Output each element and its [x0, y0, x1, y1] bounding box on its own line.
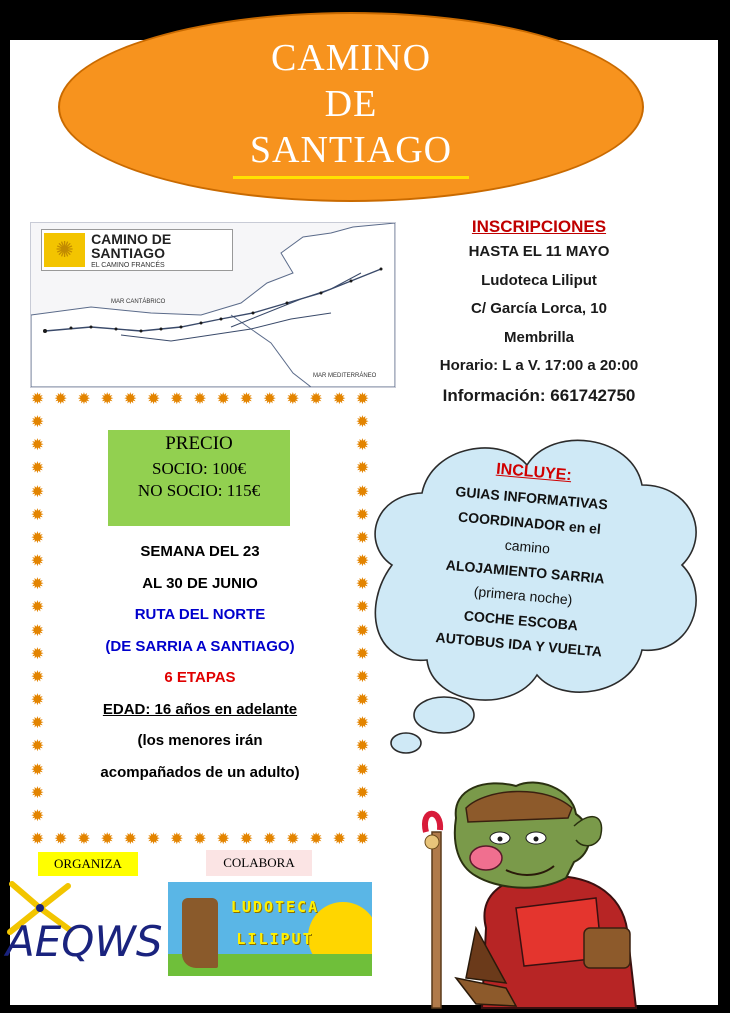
incluye-item: COCHE ESCOBA — [463, 606, 579, 633]
inscripciones-phone: Información: 661742750 — [442, 385, 636, 405]
precio-socio: SOCIO: 100€ — [152, 459, 246, 478]
sun-border-icon: ✹ — [30, 622, 45, 640]
sun-border-icon: ✹ — [355, 483, 370, 501]
aegws-logo-text: AEQWS — [6, 917, 163, 966]
inscripciones-title: INSCRIPCIONES — [471, 217, 607, 236]
title-underline — [233, 176, 469, 179]
sun-border-icon: ✹ — [30, 831, 45, 848]
sun-border-icon: ✹ — [30, 761, 45, 779]
ludoteca-logo-line-1: LUDOTECA — [230, 898, 320, 916]
sun-border-icon: ✹ — [30, 692, 45, 710]
minors-note-2: acompañados de un adulto) — [100, 763, 300, 781]
sun-border-icon: ✹ — [170, 831, 184, 848]
stages: 6 ETAPAS — [164, 669, 236, 686]
sun-border-icon: ✹ — [355, 622, 370, 640]
sun-border-icon: ✹ — [30, 784, 45, 802]
precio-title: PRECIO — [165, 433, 233, 454]
sun-border-icon: ✹ — [286, 831, 300, 848]
sun-border-icon: ✹ — [355, 529, 370, 547]
sun-border-icon: ✹ — [286, 391, 300, 408]
sun-border-icon: ✹ — [216, 391, 230, 408]
trip-details — [52, 536, 348, 788]
sun-border-icon: ✹ — [332, 391, 346, 408]
boot-house-icon — [182, 898, 218, 968]
sun-border-icon: ✹ — [309, 831, 323, 848]
incluye-item: camino — [504, 536, 551, 557]
pilgrim-gnome-illustration — [396, 778, 696, 1010]
incluye-item: ALOJAMIENTO SARRIA — [445, 556, 606, 586]
map-logo-subtitle: EL CAMINO FRANCÉS — [91, 261, 165, 269]
map-logo-title: CAMINO DE SANTIAGO — [91, 230, 172, 261]
inscripciones-hours: Horario: L a V. 17:00 a 20:00 — [439, 357, 639, 374]
ludoteca-logo-line-2: LILIPUT — [236, 930, 314, 948]
incluye-item: GUIAS INFORMATIVAS — [454, 483, 609, 513]
map-sea-label: MAR CANTÁBRICO — [111, 299, 166, 305]
inscripciones-place: Ludoteca Liliput — [481, 271, 597, 289]
age-requirement: EDAD: 16 años en adelante — [102, 700, 298, 718]
sun-border-icon: ✹ — [30, 807, 45, 825]
minors-note-1: (los menores irán — [137, 732, 263, 749]
sun-border-icon: ✹ — [355, 715, 370, 733]
sun-border-icon: ✹ — [170, 391, 184, 408]
sun-border-icon: ✹ — [30, 599, 45, 617]
sun-border-icon: ✹ — [146, 831, 161, 848]
sun-border-icon: ✹ — [355, 761, 370, 779]
sun-border-icon: ✹ — [30, 391, 45, 408]
sun-border-icon: ✹ — [123, 831, 138, 848]
sun-border-icon: ✹ — [355, 460, 370, 478]
title-line-2: DE — [324, 83, 378, 125]
inscripciones-address: C/ García Lorca, 10 — [471, 300, 607, 317]
sun-border-icon: ✹ — [193, 391, 207, 408]
sun-border-icon: ✹ — [54, 391, 68, 408]
sun-border-icon: ✹ — [30, 483, 45, 501]
sun-border-icon: ✹ — [355, 391, 370, 408]
colabora-label: COLABORA — [206, 850, 312, 876]
precio-box — [108, 430, 290, 526]
sun-border-icon: ✹ — [355, 807, 370, 825]
sun-border-icon: ✹ — [30, 529, 45, 547]
sun-border-icon: ✹ — [30, 553, 45, 571]
sun-border-icon: ✹ — [355, 506, 370, 524]
scallop-shell-icon: ✺ — [44, 233, 85, 267]
sun-border-icon: ✹ — [355, 576, 370, 594]
sun-border-icon: ✹ — [355, 831, 370, 848]
sun-border-icon: ✹ — [262, 391, 277, 408]
sun-border-frame — [30, 392, 370, 847]
sun-border-icon: ✹ — [355, 738, 370, 756]
sun-border-icon: ✹ — [30, 738, 45, 756]
sun-border-icon: ✹ — [30, 668, 45, 686]
sun-border-icon: ✹ — [30, 414, 45, 432]
sun-border-icon: ✹ — [309, 391, 323, 408]
incluye-title: INCLUYE: — [495, 460, 573, 485]
sun-border-icon: ✹ — [30, 576, 45, 594]
sun-border-icon: ✹ — [30, 460, 45, 478]
sun-border-icon: ✹ — [355, 414, 370, 432]
camino-map — [30, 222, 396, 388]
inscripciones-town: Membrilla — [503, 328, 575, 346]
sun-border-icon: ✹ — [355, 553, 370, 571]
route-detail: (DE SARRIA A SANTIAGO) — [105, 637, 295, 655]
title-line-1: CAMINO — [270, 37, 432, 79]
route-name: RUTA DEL NORTE — [134, 606, 266, 623]
sun-border-icon: ✹ — [355, 668, 370, 686]
sun-border-icon: ✹ — [100, 391, 114, 408]
ludoteca-logo — [168, 882, 372, 976]
incluye-item: AUTOBUS IDA Y VUELTA — [434, 629, 603, 660]
precio-no-socio: NO SOCIO: 115€ — [137, 481, 261, 500]
sun-border-icon: ✹ — [216, 831, 230, 848]
sun-border-icon: ✹ — [355, 784, 370, 802]
sun-border-icon: ✹ — [355, 437, 370, 455]
sun-border-icon: ✹ — [77, 391, 91, 408]
sun-border-icon: ✹ — [123, 391, 138, 408]
incluye-item: COORDINADOR en el — [457, 508, 602, 537]
map-sea-label-2: MAR MEDITERRÁNEO — [313, 373, 377, 379]
week-line-1: SEMANA DEL 23 — [140, 543, 260, 560]
aegws-logo — [0, 878, 165, 974]
frame-content — [52, 416, 348, 824]
sun-border-icon: ✹ — [146, 391, 161, 408]
map-logo — [41, 229, 233, 271]
sun-border-icon: ✹ — [77, 831, 91, 848]
sun-border-icon: ✹ — [100, 831, 114, 848]
inscripciones-deadline: HASTA EL 11 MAYO — [468, 243, 610, 260]
sun-border-icon: ✹ — [193, 831, 207, 848]
week-line-2: AL 30 DE JUNIO — [142, 574, 258, 592]
sun-border-icon: ✹ — [355, 692, 370, 710]
sun-border-icon: ✹ — [30, 715, 45, 733]
sun-border-icon: ✹ — [332, 831, 346, 848]
sun-border-icon: ✹ — [30, 645, 45, 663]
inscripciones-block — [416, 216, 662, 411]
incluye-item: (primera noche) — [473, 583, 574, 608]
title-line-3: SANTIAGO — [249, 129, 453, 171]
sun-border-icon: ✹ — [355, 645, 370, 663]
organiza-label: ORGANIZA — [38, 852, 138, 876]
sun-border-icon: ✹ — [355, 599, 370, 617]
sun-border-icon: ✹ — [54, 831, 68, 848]
title-oval — [58, 12, 644, 202]
sun-border-icon: ✹ — [239, 391, 254, 408]
sun-border-icon: ✹ — [30, 437, 45, 455]
sun-border-icon: ✹ — [239, 831, 254, 848]
sun-border-icon: ✹ — [30, 506, 45, 524]
incluye-block — [403, 450, 649, 667]
sun-border-icon: ✹ — [262, 831, 277, 848]
